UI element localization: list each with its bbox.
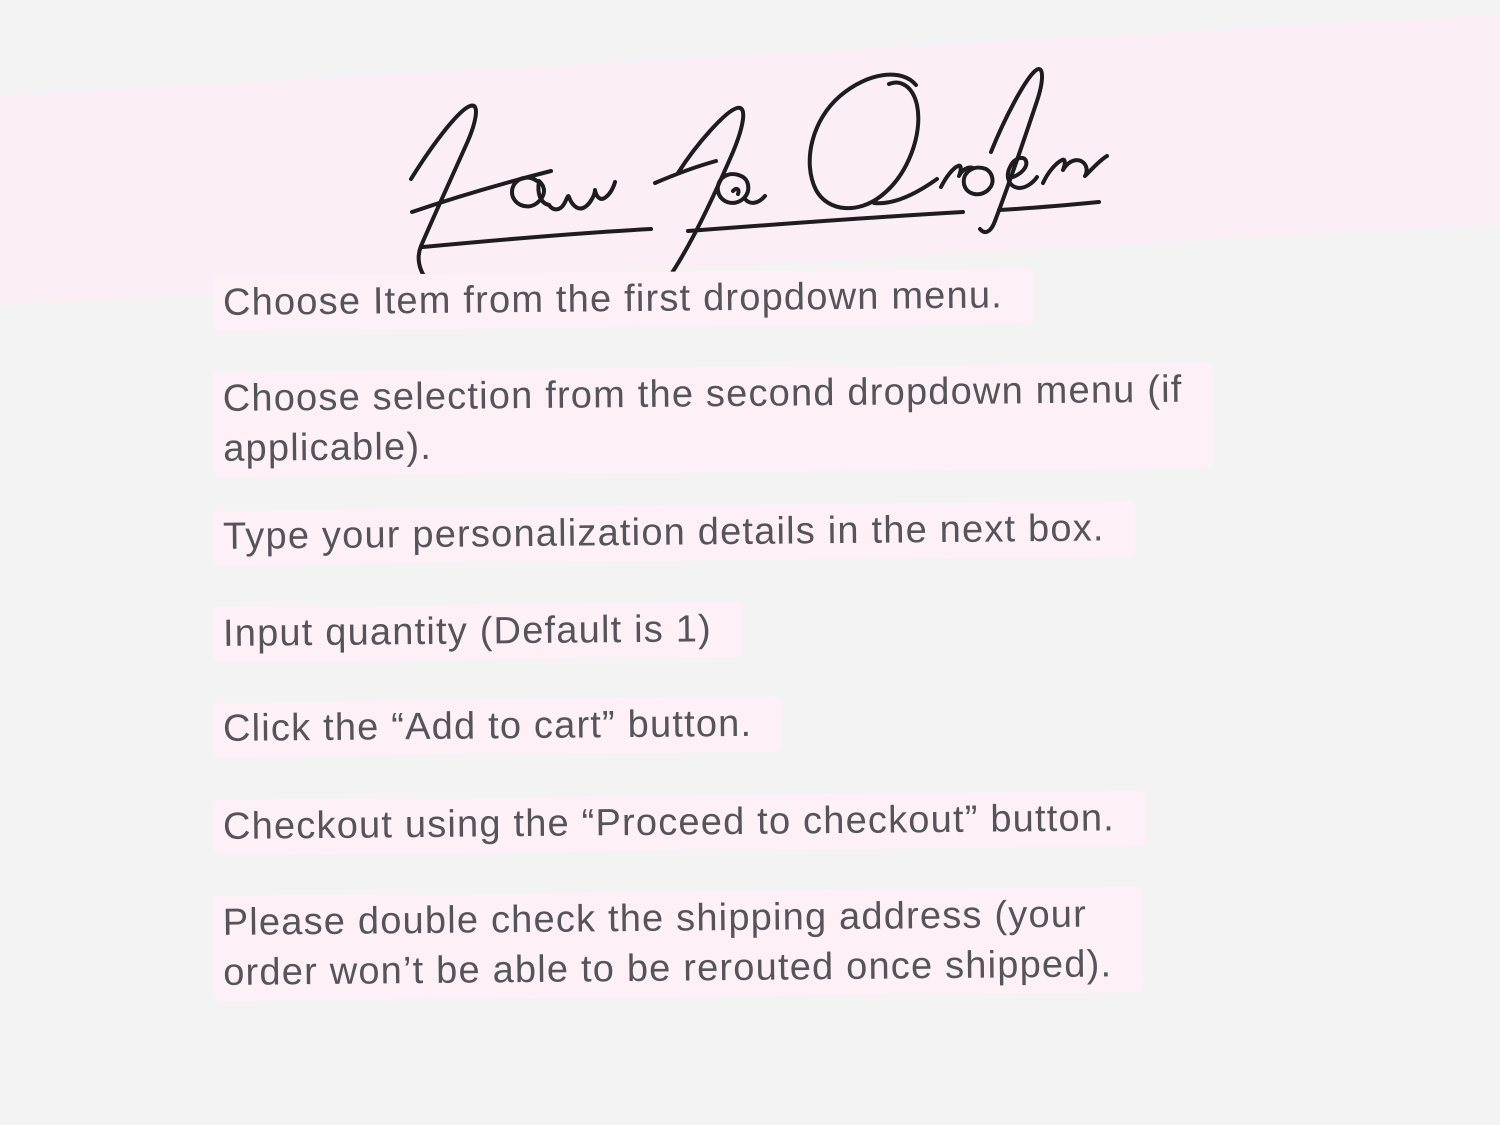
step-text: Checkout using the “Proceed to checkout” button.: [222, 797, 1116, 848]
step-highlight-4: [214, 602, 742, 662]
step-highlight-2: [213, 362, 1213, 477]
title-script-lettering: [385, 55, 1145, 300]
page-title: [0, 0, 1, 1]
step-highlight-5: [214, 697, 783, 757]
step-text: Input quantity (Default is 1): [222, 608, 713, 655]
step-highlight-6: [214, 791, 1145, 855]
step-text: order won’t be able to be rerouted once shipped).: [223, 943, 1113, 994]
step-text: Click the “Add to cart” button.: [222, 702, 753, 750]
step-highlight-1: [214, 268, 1033, 331]
step-text: applicable).: [223, 425, 433, 470]
step-text: Choose Item from the first dropdown menu.: [222, 274, 1004, 324]
step-highlight-7: [213, 887, 1142, 1001]
step-text: Please double check the shipping address (your: [222, 893, 1088, 944]
step-text: Type your personalization details in the next box.: [222, 507, 1105, 558]
step-highlight-3: [214, 501, 1135, 565]
step-text: Choose selection from the second dropdown menu (if: [222, 368, 1183, 420]
